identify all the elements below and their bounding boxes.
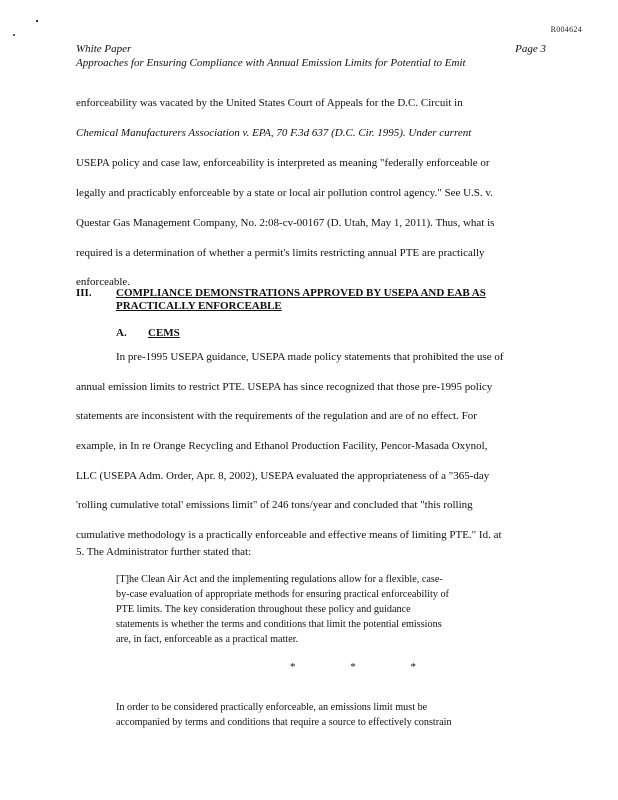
body-line: USEPA policy and case law, enforceability is interpreted as meaning "federally enforceable or [76,157,490,169]
body-line: cumulative methodology is a practically enforceable and effective means of limiting PTE." Id. at [76,529,502,541]
body-line: example, in In re Orange Recycling and Ethanol Production Facility, Pencor-Masada Oxynol, [76,440,488,452]
subsection-letter: A. [116,327,127,339]
body-line: In pre-1995 USEPA guidance, USEPA made policy statements that prohibited the use of [116,351,504,363]
body-line: Questar Gas Management Company, No. 2:08-cv-00167 (D. Utah, May 1, 2011). Thus, what is [76,217,495,229]
body-line: LLC (USEPA Adm. Order, Apr. 8, 2002), USEPA evaluated the appropriateness of a "365-day [76,470,490,482]
section-heading [76,287,556,317]
body-line: 5. The Administrator further stated that: [76,546,252,558]
scan-speck [13,34,15,36]
quote-line: by-case evaluation of appropriate methods for ensuring practical enforceability of [116,589,449,600]
body-line: enforceable. [76,276,131,288]
quote-line: statements is whether the terms and conditions that limit the potential emissions [116,619,442,630]
subsection-title: CEMS [148,327,180,339]
body-line: statements are inconsistent with the requirements of the regulation and are of no effect. For [76,410,477,422]
page-number: Page 3 [515,43,546,55]
section-title-line2: PRACTICALLY ENFORCEABLE [116,300,282,312]
ellipsis-stars: * * * [290,661,442,673]
header-subtitle: Approaches for Ensuring Compliance with Annual Emission Limits for Potential to Emit [76,57,466,69]
body-line: enforceability was vacated by the United States Court of Appeals for the D.C. Circuit in [76,97,463,109]
header-title: White Paper [76,43,132,55]
body-line: required is a determination of whether a permit's limits restricting annual PTE are practically [76,247,485,259]
document-id: R004624 [550,25,582,34]
body-line: 'rolling cumulative total' emissions limit" of 246 tons/year and concluded that "this rolling [76,499,473,511]
section-title-line1: COMPLIANCE DEMONSTRATIONS APPROVED BY USEPA AND EAB AS [116,287,486,299]
section-number: III. [76,287,92,299]
body-line: Chemical Manufacturers Association v. EPA, 70 F.3d 637 (D.C. Cir. 1995). Under current [76,127,472,139]
body-line: annual emission limits to restrict PTE. USEPA has since recognized that those pre-1995 policy [76,381,493,393]
quote-line: [T]he Clean Air Act and the implementing regulations allow for a flexible, case- [116,574,443,585]
quote-line: accompanied by terms and conditions that require a source to effectively constrain [116,717,452,728]
running-header [76,43,546,71]
quote-line: In order to be considered practically enforceable, an emissions limit must be [116,702,428,713]
subsection-heading [116,327,316,341]
scan-speck [36,20,38,22]
quote-line: PTE limits. The key consideration throughout these policy and guidance [116,604,411,615]
quote-line: are, in fact, enforceable as a practical matter. [116,634,299,645]
body-line: legally and practicably enforceable by a state or local air pollution control agency." See U.S. v. [76,187,493,199]
